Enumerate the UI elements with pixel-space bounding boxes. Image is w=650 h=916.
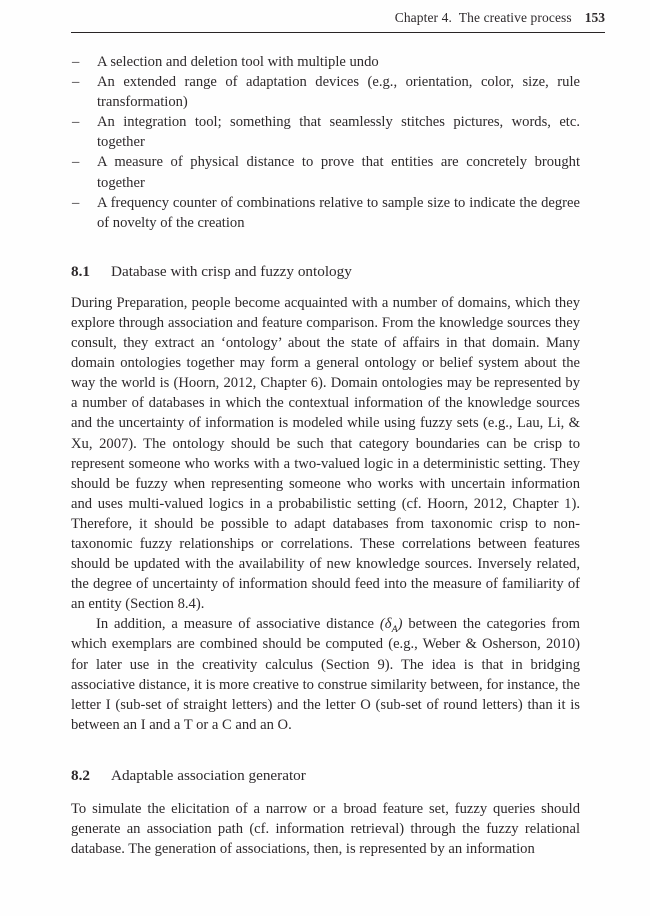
dash-marker: – [72, 74, 80, 91]
list-item [71, 72, 580, 112]
paragraph [71, 799, 580, 859]
symbol-close: ) [397, 616, 403, 633]
delta-a-symbol [379, 616, 403, 636]
running-head [71, 9, 605, 26]
symbol-open: (δ [379, 616, 392, 633]
paragraph-text: To simulate the elicitation of a narrow or a broad feature set, fuzzy queries should generate an association path (cf. information retrieval) through the fuzzy relational database. The generation of associations, then, is represented by an information [71, 800, 580, 858]
paragraph-text-after-symbol: between the categories from which exemplars are combined should be computed (e.g., Weber & Osherson, 2010) for later use in the creativity calculus (Section 9). The idea is that in bridging associative distance, it is more creative to construe similarity between, for instance, the letter I (sub-set of straight letters) and the letter O (sub-set of round letters) than it is between an I and a T or a C and an O. [71, 616, 580, 733]
symbol-subscript: A [391, 624, 398, 636]
paragraph [71, 614, 580, 735]
dash-marker: – [72, 194, 80, 211]
list-item [71, 112, 580, 152]
text-column [71, 52, 580, 859]
list-item [71, 152, 580, 192]
section-number: 8.2 [71, 766, 90, 784]
dash-bullet-list [71, 52, 580, 233]
section-title: Database with crisp and fuzzy ontology [111, 262, 352, 280]
section-heading-8-2 [71, 766, 580, 786]
dash-marker: – [72, 54, 80, 70]
list-item [71, 193, 580, 233]
list-item-text: A measure of physical distance to prove that entities are concretely brought together [97, 154, 580, 191]
paragraph-text: During Preparation, people become acquainted with a number of domains, which they explore through association and feature comparison. From the knowledge sources they consult, they extract an ‘ontology’ about the state of affairs in that domain. Many domain ontologies together may form a general ontology or belief system about the way the world is (Hoorn, 2012, Chapter 6). Domain ontologies may be represented by a number of databases in which the contextual information of the knowledge sources and the uncertainty of information is modeled while using fuzzy sets (e.g., Lau, Li, & Xu, 2007). The ontology should be such that category boundaries can be crisp to represent someone who works with a two-valued logic in a deterministic setting. They should be fuzzy when representing someone who works with uncertain information and uses multi-valued logics in a probabilistic setting (cf. Hoorn, 2012, Chapter 1). Therefore, it should be possible to adapt databases from taxonomic crisp to non-taxonomic fuzzy relationships or correlations. These correlations between features should be updated with the availability of new knowledge sources. Inversely related, the degree of uncertainty of information should feed into the measure of familiarity of an entity (Section 8.4). [71, 294, 580, 613]
dash-marker: – [72, 114, 80, 131]
list-item-text: A frequency counter of combinations relative to sample size to indicate the degree of novelty of the creation [97, 194, 580, 231]
dash-marker: – [72, 154, 80, 171]
paragraph [71, 293, 580, 615]
header-rule [71, 32, 605, 33]
list-item-text: An integration tool; something that seamlessly stitches pictures, words, etc. together [97, 114, 580, 151]
page-number: 153 [584, 10, 605, 25]
list-item-text: An extended range of adaptation devices (e.g., orientation, color, size, rule transformation) [97, 74, 580, 111]
section-number: 8.1 [71, 262, 90, 280]
running-head-title: Chapter 4. The creative process [394, 10, 572, 25]
paragraph-text-before-symbol: In addition, a measure of associative distance [96, 616, 380, 633]
section-title: Adaptable association generator [111, 766, 306, 784]
list-item [71, 52, 580, 72]
list-item-text: A selection and deletion tool with multiple undo [97, 54, 379, 70]
section-heading-8-1 [71, 262, 580, 282]
